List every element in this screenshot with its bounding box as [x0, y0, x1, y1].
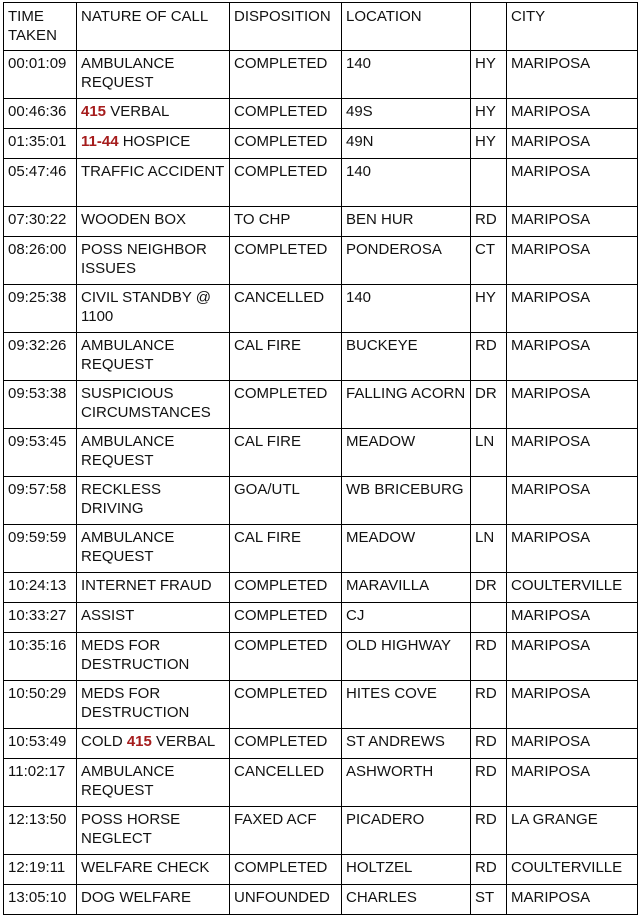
- cell-city: MARIPOSA: [507, 729, 638, 759]
- cell-location: PICADERO: [342, 807, 471, 855]
- table-row: [4, 99, 638, 129]
- cell-location: 140: [342, 159, 471, 207]
- nature-text: DOG WELFARE: [81, 889, 192, 906]
- nature-text: WELFARE CHECK: [81, 859, 210, 876]
- nature-text: CIVIL STANDBY @ 1100: [81, 289, 211, 325]
- cell-street-suffix: HY: [471, 285, 507, 333]
- cell-nature-of-call: [77, 681, 230, 729]
- header-time-taken: TIME TAKEN: [4, 3, 77, 51]
- cell-nature-of-call: [77, 477, 230, 525]
- header-disposition: DISPOSITION: [230, 3, 342, 51]
- cell-street-suffix: HY: [471, 99, 507, 129]
- nature-text: VERBAL: [106, 103, 170, 120]
- header-street-suffix: [471, 3, 507, 51]
- cell-disposition: FAXED ACF: [230, 807, 342, 855]
- cell-time-taken: 07:30:22: [4, 207, 77, 237]
- cell-city: MARIPOSA: [507, 603, 638, 633]
- nature-text: WOODEN BOX: [81, 211, 187, 228]
- cell-city: MARIPOSA: [507, 477, 638, 525]
- table-row: [4, 573, 638, 603]
- table-row: [4, 237, 638, 285]
- cell-disposition: COMPLETED: [230, 159, 342, 207]
- code-highlight: 415: [126, 733, 152, 750]
- header-city: CITY: [507, 3, 638, 51]
- nature-text: VERBAL: [151, 733, 216, 750]
- nature-text: MEDS FOR DESTRUCTION: [81, 685, 190, 721]
- cell-street-suffix: [471, 603, 507, 633]
- cell-nature-of-call: [77, 429, 230, 477]
- cell-nature-of-call: [77, 573, 230, 603]
- cell-nature-of-call: [77, 381, 230, 429]
- cell-disposition: CANCELLED: [230, 285, 342, 333]
- cell-time-taken: 09:53:45: [4, 429, 77, 477]
- cell-city: MARIPOSA: [507, 99, 638, 129]
- cell-location: 49N: [342, 129, 471, 159]
- cell-street-suffix: LN: [471, 525, 507, 573]
- table-row: [4, 429, 638, 477]
- header-nature-of-call: NATURE OF CALL: [77, 3, 230, 51]
- nature-text: COLD: [81, 733, 127, 750]
- cell-disposition: CAL FIRE: [230, 333, 342, 381]
- cell-street-suffix: DR: [471, 381, 507, 429]
- cell-street-suffix: RD: [471, 333, 507, 381]
- cell-location: CJ: [342, 603, 471, 633]
- cell-nature-of-call: [77, 333, 230, 381]
- cell-disposition: COMPLETED: [230, 573, 342, 603]
- cell-nature-of-call: [77, 807, 230, 855]
- cell-disposition: COMPLETED: [230, 381, 342, 429]
- table-row: [4, 477, 638, 525]
- nature-text: AMBULANCE REQUEST: [81, 55, 175, 91]
- nature-text: HOSPICE: [118, 133, 191, 150]
- cell-disposition: COMPLETED: [230, 237, 342, 285]
- cell-city: MARIPOSA: [507, 51, 638, 99]
- cell-nature-of-call: [77, 603, 230, 633]
- cell-nature-of-call: [77, 885, 230, 915]
- table-row: [4, 207, 638, 237]
- cell-nature-of-call: [77, 633, 230, 681]
- cell-city: MARIPOSA: [507, 885, 638, 915]
- call-log-table: [3, 2, 638, 915]
- header-location: LOCATION: [342, 3, 471, 51]
- table-row: [4, 603, 638, 633]
- cell-disposition: CANCELLED: [230, 759, 342, 807]
- table-row: [4, 129, 638, 159]
- cell-nature-of-call: [77, 759, 230, 807]
- table-row: [4, 333, 638, 381]
- cell-nature-of-call: [77, 237, 230, 285]
- cell-time-taken: 10:24:13: [4, 573, 77, 603]
- cell-location: HOLTZEL: [342, 855, 471, 885]
- cell-location: WB BRICEBURG: [342, 477, 471, 525]
- nature-text: SUSPICIOUS CIRCUMSTANCES: [81, 385, 211, 421]
- cell-time-taken: 09:25:38: [4, 285, 77, 333]
- cell-location: PONDEROSA: [342, 237, 471, 285]
- cell-street-suffix: RD: [471, 807, 507, 855]
- cell-city: MARIPOSA: [507, 129, 638, 159]
- cell-disposition: COMPLETED: [230, 855, 342, 885]
- table-row: [4, 159, 638, 207]
- cell-time-taken: 09:32:26: [4, 333, 77, 381]
- cell-disposition: COMPLETED: [230, 99, 342, 129]
- cell-time-taken: 08:26:00: [4, 237, 77, 285]
- cell-city: MARIPOSA: [507, 333, 638, 381]
- cell-city: MARIPOSA: [507, 285, 638, 333]
- table-row: [4, 285, 638, 333]
- cell-location: MARAVILLA: [342, 573, 471, 603]
- cell-disposition: COMPLETED: [230, 729, 342, 759]
- cell-city: MARIPOSA: [507, 381, 638, 429]
- cell-location: 140: [342, 285, 471, 333]
- cell-location: 49S: [342, 99, 471, 129]
- cell-nature-of-call: [77, 129, 230, 159]
- cell-time-taken: 10:35:16: [4, 633, 77, 681]
- nature-text: AMBULANCE REQUEST: [81, 529, 175, 565]
- code-highlight: 415: [81, 103, 107, 120]
- cell-disposition: COMPLETED: [230, 681, 342, 729]
- table-row: [4, 633, 638, 681]
- cell-time-taken: 01:35:01: [4, 129, 77, 159]
- cell-location: BEN HUR: [342, 207, 471, 237]
- cell-disposition: CAL FIRE: [230, 429, 342, 477]
- cell-city: MARIPOSA: [507, 681, 638, 729]
- cell-time-taken: 09:53:38: [4, 381, 77, 429]
- cell-disposition: COMPLETED: [230, 633, 342, 681]
- nature-text: AMBULANCE REQUEST: [81, 337, 175, 373]
- cell-nature-of-call: [77, 525, 230, 573]
- cell-time-taken: 00:01:09: [4, 51, 77, 99]
- cell-street-suffix: HY: [471, 129, 507, 159]
- nature-text: INTERNET FRAUD: [81, 577, 212, 594]
- cell-time-taken: 12:13:50: [4, 807, 77, 855]
- cell-disposition: COMPLETED: [230, 603, 342, 633]
- cell-time-taken: 09:59:59: [4, 525, 77, 573]
- cell-time-taken: 12:19:11: [4, 855, 77, 885]
- header-row: [4, 3, 638, 51]
- cell-location: BUCKEYE: [342, 333, 471, 381]
- cell-time-taken: 10:53:49: [4, 729, 77, 759]
- cell-street-suffix: [471, 159, 507, 207]
- cell-street-suffix: RD: [471, 681, 507, 729]
- table-row: [4, 759, 638, 807]
- cell-city: COULTERVILLE: [507, 855, 638, 885]
- table-row: [4, 729, 638, 759]
- cell-time-taken: 13:05:10: [4, 885, 77, 915]
- cell-street-suffix: HY: [471, 51, 507, 99]
- nature-text: POSS HORSE NEGLECT: [81, 811, 181, 847]
- cell-street-suffix: CT: [471, 237, 507, 285]
- nature-text: AMBULANCE REQUEST: [81, 433, 175, 469]
- cell-disposition: TO CHP: [230, 207, 342, 237]
- cell-street-suffix: RD: [471, 207, 507, 237]
- cell-disposition: CAL FIRE: [230, 525, 342, 573]
- cell-nature-of-call: [77, 729, 230, 759]
- cell-street-suffix: RD: [471, 855, 507, 885]
- cell-location: HITES COVE: [342, 681, 471, 729]
- cell-street-suffix: [471, 477, 507, 525]
- cell-city: COULTERVILLE: [507, 573, 638, 603]
- table-row: [4, 681, 638, 729]
- cell-location: MEADOW: [342, 429, 471, 477]
- cell-city: MARIPOSA: [507, 429, 638, 477]
- cell-location: CHARLES: [342, 885, 471, 915]
- cell-time-taken: 11:02:17: [4, 759, 77, 807]
- cell-disposition: UNFOUNDED: [230, 885, 342, 915]
- cell-street-suffix: RD: [471, 729, 507, 759]
- cell-nature-of-call: [77, 159, 230, 207]
- cell-time-taken: 09:57:58: [4, 477, 77, 525]
- cell-city: MARIPOSA: [507, 159, 638, 207]
- cell-city: MARIPOSA: [507, 759, 638, 807]
- cell-location: ST ANDREWS: [342, 729, 471, 759]
- cell-street-suffix: LN: [471, 429, 507, 477]
- cell-time-taken: 05:47:46: [4, 159, 77, 207]
- cell-city: MARIPOSA: [507, 237, 638, 285]
- table-row: [4, 885, 638, 915]
- cell-street-suffix: RD: [471, 633, 507, 681]
- table-row: [4, 807, 638, 855]
- cell-location: 140: [342, 51, 471, 99]
- code-highlight: 11-44: [81, 133, 119, 150]
- cell-nature-of-call: [77, 51, 230, 99]
- cell-location: ASHWORTH: [342, 759, 471, 807]
- nature-text: TRAFFIC ACCIDENT: [81, 163, 225, 180]
- nature-text: RECKLESS DRIVING: [81, 481, 162, 517]
- cell-time-taken: 10:50:29: [4, 681, 77, 729]
- cell-city: MARIPOSA: [507, 525, 638, 573]
- cell-time-taken: 10:33:27: [4, 603, 77, 633]
- table-row: [4, 855, 638, 885]
- table-row: [4, 51, 638, 99]
- cell-nature-of-call: [77, 99, 230, 129]
- cell-time-taken: 00:46:36: [4, 99, 77, 129]
- nature-text: AMBULANCE REQUEST: [81, 763, 175, 799]
- nature-text: POSS NEIGHBOR ISSUES: [81, 241, 207, 277]
- nature-text: MEDS FOR DESTRUCTION: [81, 637, 190, 673]
- cell-street-suffix: DR: [471, 573, 507, 603]
- cell-location: FALLING ACORN: [342, 381, 471, 429]
- cell-disposition: COMPLETED: [230, 129, 342, 159]
- cell-nature-of-call: [77, 855, 230, 885]
- table-row: [4, 525, 638, 573]
- cell-disposition: GOA/UTL: [230, 477, 342, 525]
- cell-location: MEADOW: [342, 525, 471, 573]
- cell-nature-of-call: [77, 207, 230, 237]
- cell-disposition: COMPLETED: [230, 51, 342, 99]
- cell-nature-of-call: [77, 285, 230, 333]
- nature-text: ASSIST: [81, 607, 135, 624]
- cell-street-suffix: RD: [471, 759, 507, 807]
- table-row: [4, 381, 638, 429]
- cell-location: OLD HIGHWAY: [342, 633, 471, 681]
- cell-city: MARIPOSA: [507, 633, 638, 681]
- cell-street-suffix: ST: [471, 885, 507, 915]
- cell-city: LA GRANGE: [507, 807, 638, 855]
- cell-city: MARIPOSA: [507, 207, 638, 237]
